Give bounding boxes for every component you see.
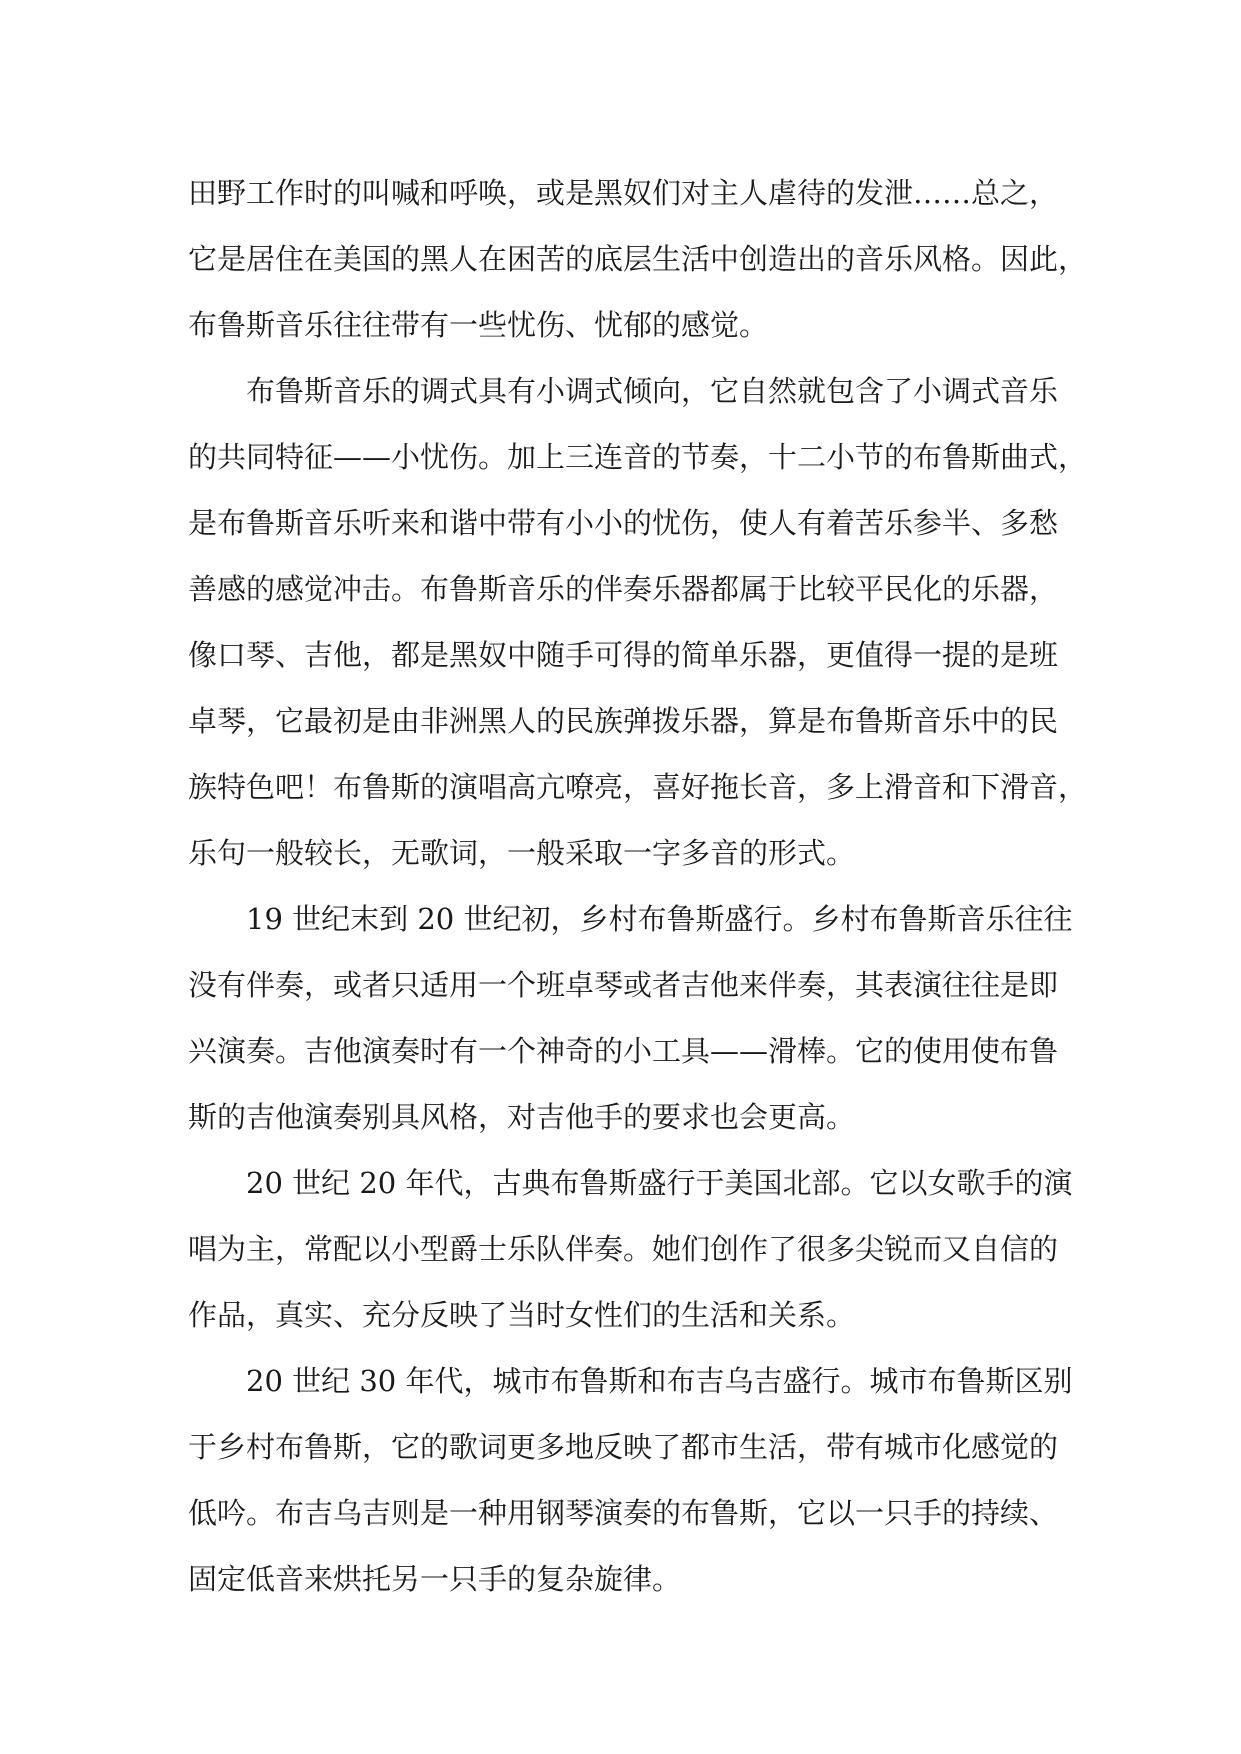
text-line: 19 世纪末到 20 世纪初，乡村布鲁斯盛行。乡村布鲁斯音乐往往 [246,902,1073,936]
paragraph-3 [188,886,1073,1150]
text-line: 卓琴，它最初是由非洲黑人的民族弹拨乐器，算是布鲁斯音乐中的民 [188,704,1059,738]
text-line: 兴演奏。吉他演奏时有一个神奇的小工具——滑棒。它的使用使布鲁 [188,1034,1059,1068]
text-line: 田野工作时的叫喊和呼唤，或是黑奴们对主人虐待的发泄……总之， [188,176,1059,210]
text-line: 布鲁斯音乐的调式具有小调式倾向，它自然就包含了小调式音乐 [246,374,1059,408]
paragraph-4 [188,1150,1073,1348]
text-line: 没有伴奏，或者只适用一个班卓琴或者吉他来伴奏，其表演往往是即 [188,968,1059,1002]
text-line: 作品，真实、充分反映了当时女性们的生活和关系。 [188,1298,856,1332]
text-line: 20 世纪 20 年代，古典布鲁斯盛行于美国北部。它以女歌手的演 [246,1166,1073,1200]
text-line: 是布鲁斯音乐听来和谐中带有小小的忧伤，使人有着苦乐参半、多愁 [188,506,1059,540]
document-body [188,160,1088,1612]
text-line: 斯的吉他演奏别具风格，对吉他手的要求也会更高。 [188,1100,856,1134]
text-line: 族特色吧！布鲁斯的演唱高亢嘹亮，喜好拖长音，多上滑音和下滑音， [188,770,1088,804]
text-line: 善感的感觉冲击。布鲁斯音乐的伴奏乐器都属于比较平民化的乐器， [188,572,1059,606]
paragraph-5 [188,1348,1073,1612]
text-line: 它是居住在美国的黑人在困苦的底层生活中创造出的音乐风格。因此， [188,242,1088,276]
text-line: 像口琴、吉他，都是黑奴中随手可得的简单乐器，更值得一提的是班 [188,638,1059,672]
paragraph-2 [188,358,1088,886]
text-line: 于乡村布鲁斯，它的歌词更多地反映了都市生活，带有城市化感觉的 [188,1430,1059,1464]
text-line: 唱为主，常配以小型爵士乐队伴奏。她们创作了很多尖锐而又自信的 [188,1232,1059,1266]
text-line: 固定低音来烘托另一只手的复杂旋律。 [188,1562,682,1596]
text-line: 20 世纪 30 年代，城市布鲁斯和布吉乌吉盛行。城市布鲁斯区别 [246,1364,1073,1398]
text-line: 低吟。布吉乌吉则是一种用钢琴演奏的布鲁斯，它以一只手的持续、 [188,1496,1059,1530]
text-line: 布鲁斯音乐往往带有一些忧伤、忧郁的感觉。 [188,308,769,342]
paragraph-1 [188,160,1088,358]
text-line: 的共同特征——小忧伤。加上三连音的节奏，十二小节的布鲁斯曲式， [188,440,1088,474]
text-line: 乐句一般较长，无歌词，一般采取一字多音的形式。 [188,836,856,870]
